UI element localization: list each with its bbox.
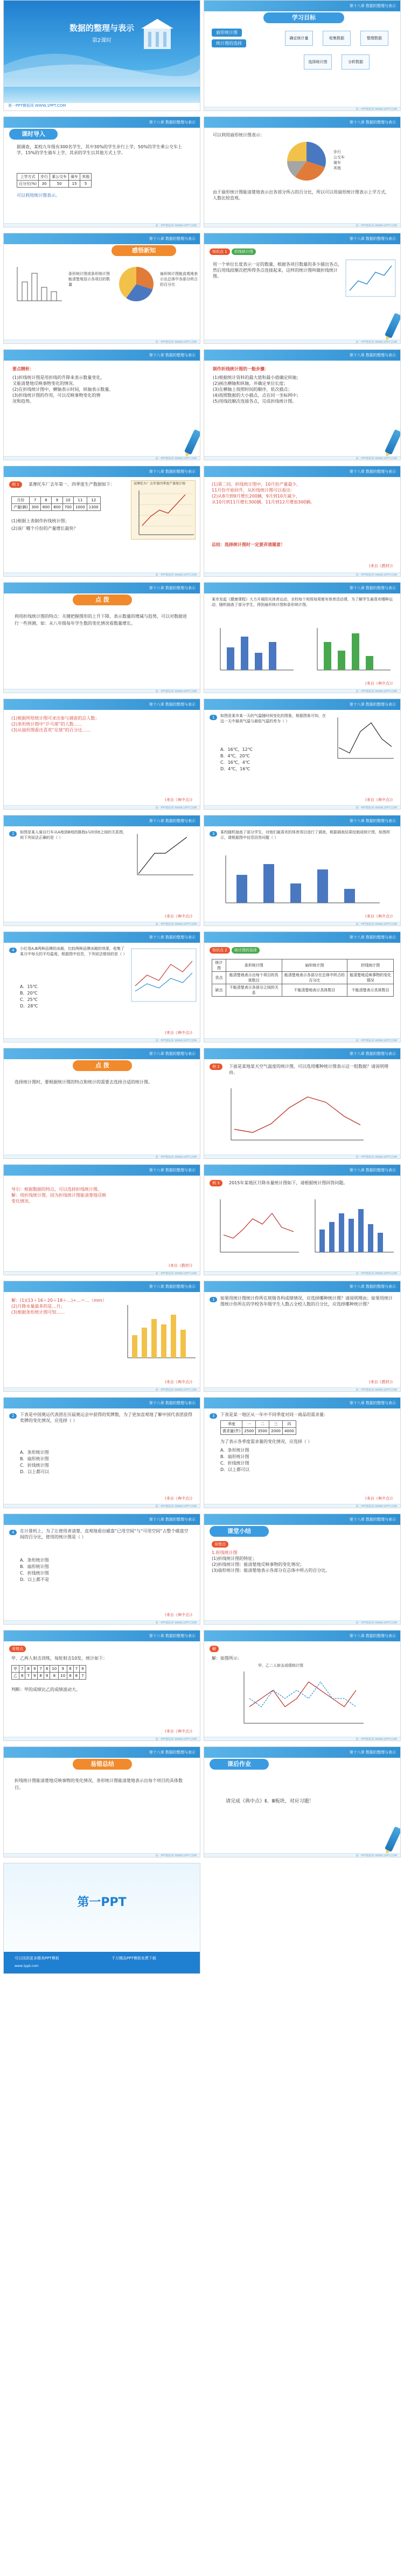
practice-number: 2 bbox=[9, 831, 17, 837]
slide-exercise-bars[interactable]: 第十八章 数据的整理与表示 某市发起《健康课程》大力开展阳光体育运动，全校每个班级每周都有体育活动课，为了解学生最喜欢哪种运动，随机抽查了部分学生，得到扇形统计图和条形统计图。 (来自《典中点》) 第一PPT模板网 WWW.1PPT.COM bbox=[204, 582, 401, 693]
practice-options[interactable]: A．条形统计图 B．扇形统计图 C．折线统计图 D．以上都可以 bbox=[220, 1448, 250, 1472]
row-13 bbox=[0, 1397, 404, 1508]
source-note: (来自《教材》) bbox=[369, 564, 393, 568]
example-q2: (2)该厂哪个月份的产量增长最快？ bbox=[11, 526, 78, 531]
source-note: (来自《教材》) bbox=[369, 1380, 393, 1384]
slide-header: 第十八章 数据的整理与表示 bbox=[4, 117, 200, 128]
intro-table: 上学方式 步行 乘公交车 骑车 其他 百分比(%) 30 50 15 5 bbox=[17, 173, 92, 188]
solution-chart-title: 甲、乙二人射击成绩统计图 bbox=[258, 1663, 303, 1668]
intro-paragraph: 据调查，某校九年级有300名学生，其中30%的学生步行上学，50%的学生乘公交车上学，15%的学生骑车上学，其余的学生以其他方式上学。 bbox=[17, 144, 182, 155]
solution-lines: 导引：根据数据的特点，可以选择折线统计图。 解：用折线统计图，因为折线统计图能清楚地反映 变化情况。 bbox=[11, 1187, 106, 1204]
flow-step-1: 确定统计量 bbox=[285, 31, 313, 46]
row-9 bbox=[0, 931, 404, 1042]
insight-banner: 感悟新知 bbox=[112, 245, 176, 256]
practice-options[interactable]: A．条形统计图 B．扇形统计图 C．折线统计图 D．以上都不是 bbox=[20, 1558, 50, 1582]
source-note: (来自《典中点》) bbox=[165, 914, 192, 918]
practice-question: 在计算机上，为了让使用者清楚、直观地看出磁盘“已用空间”与“可用空间”占整个磁盘空间的百分比，使用的统计图是（ ） bbox=[20, 1529, 189, 1539]
source-note: (来自《典中点》) bbox=[165, 1496, 192, 1501]
slide-tip-2[interactable]: 第十八章 数据的整理与表示 点 拨 选择统计图时，要根据统计图的特点和统计的需要去选择合适的统计图。 第一PPT模板网 WWW.1PPT.COM bbox=[3, 1048, 200, 1159]
slide-practice-1[interactable]: 第十八章 数据的整理与表示 1 如图是某市某一天的气温随时间变化的图象，根据图象可知，在这一天中最高气温与最低气温的差为（ ） A．16℃，12℃ B．4℃，20℃ C．16℃，4℃ D．4℃，16℃ (来自《典中点》) 第一PPT模板网 WWW.1PPT.COM bbox=[204, 699, 401, 810]
chart-comparison-table: 统计图 条形统计图 扇形统计图 折线统计图 优点 能清楚地表示出每个项目的具体数目 能清楚地表示各部分在总体中所占的百分比 能清楚地反映事物的变化情况 缺点 不能清楚表示各部分之间的关系 不能清楚地表示具体数目 不能清楚表示具体数目 bbox=[212, 959, 394, 997]
slide-example-2[interactable]: 第十八章 数据的整理与表示 例 2 下面是某地某天空气温度的统计图，可以选用哪种统计图表示这一组数据？请说明理由。 第一PPT模板网 WWW.1PPT.COM bbox=[204, 1048, 401, 1159]
end-brand[interactable]: www.1ppt.com bbox=[15, 1964, 39, 1968]
key-points-title: 要点精析： bbox=[12, 367, 34, 371]
tip-text: 利用折线统计图的特点：关键把握图形的上升下降，表示数量的增减与趋势，可以对数据进行一些预测，如：从八年级每年学生数的变化情况看数量增长。 bbox=[15, 614, 187, 626]
flow-step-3: 整理数据 bbox=[360, 31, 388, 46]
slide-practice-8[interactable]: 第十八章 数据的整理与表示 4 在计算机上，为了让使用者清楚、直观地看出磁盘“已用空间”与“可用空间”占整个磁盘空间的百分比，使用的统计图是（ ） A．条形统计图 B．扇形统计图 C．折线统计图 D．以上都不是 (来自《典中点》) 第一PPT模板网 WWW.1PPT.COM bbox=[3, 1514, 200, 1625]
shooting-line-chart bbox=[236, 1669, 366, 1729]
slide-key-points[interactable]: 第十八章 数据的整理与表示 要点精析： (1)折线统计图是用折线的升降来表示数量变化， 又能清楚地反映事物变化的情况。 (2)在折线统计图中，横轴表示时间，纵轴表示数量。 (3)折线统计图的作用，可以反映事物变化的情 况和趋势。 第一PPT模板网 WWW.1PPT.COM bbox=[3, 349, 200, 460]
slide-objectives[interactable] bbox=[204, 0, 401, 111]
knowledge-def: 用一个单位长度表示一定的数量，根据各项目数量的多少描出各点，然后用线段顺次把所得各点连接起来，这样的统计图叫做折线统计图。 bbox=[213, 262, 342, 279]
row-10 bbox=[0, 1048, 404, 1159]
slide-example-1[interactable]: 第十八章 数据的整理与表示 例 1 某摩托车厂去年第一、四季度生产数据如下： 月份 7 8 9 10 11 12 产量(辆) 300 600 800 700 1000 1300 (1)根据上表制作折线统计图； (2)该厂哪个月份的产量增长最快？ 某摩托车厂去年第四季度产量统计图 第一PPT模板网 WWW.1PPT.COM bbox=[3, 466, 200, 577]
tip-banner: 点 拨 bbox=[73, 595, 132, 605]
example-table: 月份 7 8 9 10 11 12 产量(辆) 300 600 800 700 1000 1300 bbox=[11, 496, 101, 511]
slide-compare[interactable]: 第十八章 数据的整理与表示 感悟新知 条形统计图或条形统计图能清楚地显示各项目的数量 扇形统计图能直观地表示出总体中各部分所占的百分比 第一PPT模板网 WWW.1PPT.COM bbox=[3, 233, 200, 344]
practice-number: 2 bbox=[9, 1413, 17, 1419]
slide-knowledge-2[interactable]: 第十八章 数据的整理与表示 知识点 2 统计图的选择 统计图 条形统计图 扇形统计图 折线统计图 优点 能清楚地表示出每个项目的具体数目 能清楚地表示各部分在总体中所占的百分比 能清楚地反映事物的变化情况 缺点 不能清楚表示各部分之间的关系 不能清楚地表示具体数目 不能清楚表示具体数目 第一PPT模板网 WWW.1PPT.COM bbox=[204, 931, 401, 1042]
practice-number: 4 bbox=[9, 948, 17, 953]
slide-practice-7[interactable]: 第十八章 数据的整理与表示 3 下表是某一地区从一年中不同季度对同一商品的需求量： 季度 一 二 三 四 需求量(件) 2500 3500 2000 4000 为了表示各季度需求量的变化情况，应选择（ ） A．条形统计图 B．扇形统计图 C．折线统计图 D．以上都可以 (来自《典中点》) 第一PPT模板网 WWW.1PPT.COM bbox=[204, 1397, 401, 1508]
pitfall-question: 判断：甲的成绩比乙的成绩波动大。 bbox=[11, 1687, 80, 1692]
row-14 bbox=[0, 1514, 404, 1625]
practice-number: 4 bbox=[9, 1530, 17, 1535]
practice-options[interactable]: A．15℃ B．20℃ C．25℃ D．28℃ bbox=[20, 984, 38, 1009]
steps-list: (1)根据统计资料的最大值和最小值确定纵轴； (2)画出横轴和纵轴，并确定单位长度； (3)在横轴上按照时间的顺序，依次描点； (4)按照数据的大小描点，点在同一坐标网中； (5)用线段顺次连接各点，完成折线统计图。 bbox=[213, 375, 301, 404]
row-4 bbox=[0, 349, 404, 460]
slide-summary[interactable]: 第十八章 数据的整理与表示 课堂小结 易错点 1.折线统计图 (1)折线统计图的特征； (2)折线统计图：能清楚地反映事物的变化情况； (3)扇形统计图：能清楚地表示各部分在总体中所占的百分比。 第一PPT模板网 WWW.1PPT.COM bbox=[204, 1514, 401, 1625]
practice-line-chart bbox=[133, 832, 196, 880]
exercise-bar-chart-2 bbox=[312, 626, 393, 674]
practice-question: 某校随机抽查了部分学生，对他们最喜欢的体育项目进行了调查，根据调查结果绘制成统计图，如图所示，请根据图中信息回答问题（ ） bbox=[220, 830, 390, 840]
source-note: (来自《典中点》) bbox=[165, 1729, 192, 1734]
practice-question: 下表是中国奥运代表团在历届奥运会中获得的奖牌数，为了更加直观地了解中国代表团获得奖牌的变化情况，应选择（ ） bbox=[20, 1412, 192, 1423]
cover-subtitle: 第2课时 bbox=[92, 38, 112, 44]
source-note: (来自《典中点》) bbox=[365, 1496, 393, 1501]
exercise-solution: (1)根据所给统计图可求出参与调查的总人数； (2)条形统计图中“乒乓球”的人数…… (3)从扇形图看出喜欢“足球”的百分比…… bbox=[11, 716, 100, 733]
slide-footer: 第一PPT模板网 WWW.1PPT.COM bbox=[204, 107, 400, 111]
practice-question: 如图是某人骑自行车从A地到B地的路程s与时间t之间的关系图，则下列说法正确的是（ ） bbox=[20, 830, 127, 840]
practice-question: 如果用统计图统计你所在班级各科成绩情况，应选择哪种统计图？请说明理由；如果用统计图统计你所在的学校各年级学生人数占全校人数的百分比，应选择哪种统计图？ bbox=[220, 1296, 393, 1307]
pen-icon bbox=[385, 1826, 401, 1852]
flow-step-2: 收集数据 bbox=[323, 31, 351, 46]
practice-bars bbox=[220, 853, 382, 907]
slide-homework[interactable]: 第十八章 数据的整理与表示 课后作业 请完成《典中点》Ⅱ、Ⅲ板块，对应习题！ 第一PPT模板网 WWW.1PPT.COM bbox=[204, 1746, 401, 1857]
steps-title: 制作折线统计图的一般步骤： bbox=[213, 367, 269, 371]
summary-lines: 1.折线统计图 (1)折线统计图的特征； (2)折线统计图：能清楚地反映事物的变化情况； (3)扇形统计图：能清楚地表示各部分在总体中所占的百分比。 bbox=[212, 1550, 330, 1573]
source-note: (来自《典中点》) bbox=[165, 1031, 192, 1035]
practice-subquestion: 为了表示各季度需求量的变化情况，应选择（ ） bbox=[220, 1439, 312, 1444]
source-note: (来自《典中点》) bbox=[165, 798, 192, 802]
practice-line-chart bbox=[333, 715, 396, 764]
slide-practice-4[interactable]: 第十八章 数据的整理与表示 4 小红用A,B两种品牌的冰箱，比较两种品牌冰箱的效果，收集了某月中每天的平均温度，根据图中信息，下列说法错误的是（ ） A．15℃ B．20℃ C．25℃ D．28℃ (来自《典中点》) 第一PPT模板网 WWW.1PPT.COM bbox=[3, 931, 200, 1042]
slide-steps[interactable]: 第十八章 数据的整理与表示 制作折线统计图的一般步骤： (1)根据统计资料的最大值和最小值确定纵轴； (2)画出横轴和纵轴，并确定单位长度； (3)在横轴上按照时间的顺序，依次描点； (4)按照数据的大小描点，点在同一坐标网中； (5)用线段顺次连接各点，完成折线统计图。 第一PPT模板网 WWW.1PPT.COM bbox=[204, 349, 401, 460]
flow-step-4: 选择统计图 bbox=[304, 54, 332, 70]
flow-step-5: 分析数据 bbox=[342, 54, 370, 70]
objective-1[interactable]: 扇形统计图 bbox=[212, 29, 242, 37]
cover-building-icon bbox=[133, 17, 182, 54]
pen-icon bbox=[184, 429, 200, 455]
practice-number: 1 bbox=[210, 1297, 217, 1302]
tip-text: 选择统计图时，要根据统计图的特点和统计的需要去选择合适的统计图。 bbox=[15, 1080, 152, 1085]
example-q1: (1)根据上表制作折线统计图； bbox=[11, 519, 69, 523]
bar-caption: 条形统计图或条形统计图能清楚地显示各项目的数量 bbox=[68, 272, 110, 287]
example-tag: 例 2 bbox=[210, 1063, 222, 1070]
pie-caption: 扇形统计图能直观地表示出总体中各部分所占的百分比 bbox=[160, 272, 198, 287]
row-1 bbox=[0, 0, 404, 111]
exercise-bar-chart bbox=[215, 626, 296, 674]
slide-exercise-solution[interactable]: 第十八章 数据的整理与表示 (1)根据所给统计图可求出参与调查的总人数； (2)条形统计图中“乒乓球”的人数…… (3)从扇形图看出喜欢“足球”的百分比…… (来自《典中点》) 第一PPT模板网 WWW.1PPT.COM bbox=[3, 699, 200, 810]
knowledge-tag-label: 统计图的选择 bbox=[232, 947, 260, 954]
solution-lines: (1)第二问、折线统计图中，10月份产量最少， 11月份开始回升，从折线统计图可以看出： (2)从8月到9月增长200辆，9月到10月减少， 从10月到11月增长300辆，11月到12月增加300辆。 bbox=[212, 482, 315, 505]
practice-options[interactable]: A．条形统计图 B．扇形统计图 C．折线统计图 D．以上都可以 bbox=[20, 1450, 50, 1474]
slide-example-1-solution[interactable]: 第十八章 数据的整理与表示 (1)第二问、折线统计图中，10月份产量最少， 11月份开始回升，从折线统计图可以看出： (2)从8月到9月增长200辆，9月到10月减少， 从10月到11月增长300辆，11月到12月增加300辆。 总结：选择统计图时一定要弄清题意！ (来自《教材》) 第一PPT模板网 WWW.1PPT.COM bbox=[204, 466, 401, 577]
objectives-banner: 学习目标 bbox=[263, 12, 344, 23]
row-6 bbox=[0, 582, 404, 693]
pie-chart bbox=[285, 140, 328, 183]
pitfall-summary-banner: 易错总结 bbox=[73, 1759, 132, 1770]
practice-number: 3 bbox=[210, 831, 217, 837]
pitfall-tag: 易错点 bbox=[9, 1646, 26, 1652]
example-text: 某摩托车厂去年第一、四季度生产数据如下： bbox=[29, 482, 115, 487]
line-sketch bbox=[345, 259, 396, 297]
row-16 bbox=[0, 1746, 404, 1857]
solution-summary: 总结：选择统计图时一定要弄清题意！ bbox=[212, 542, 285, 547]
end-col-1: 可以找到更多精美PPT模板 bbox=[15, 1956, 59, 1960]
demand-table: 季度 一 二 三 四 需求量(件) 2500 3500 2000 4000 bbox=[220, 1420, 296, 1435]
slide-pitfall-solution[interactable]: 第十八章 数据的整理与表示 解 解：如图所示： 甲、乙二人射击成绩统计图 第一PPT模板网 WWW.1PPT.COM bbox=[204, 1630, 401, 1741]
solution-tag: 解 bbox=[210, 1646, 219, 1652]
practice-double-line bbox=[131, 948, 197, 1002]
row-11 bbox=[0, 1164, 404, 1275]
summary-banner: 课堂小结 bbox=[210, 1526, 269, 1537]
source-note: (来自《典中点》) bbox=[165, 1380, 192, 1384]
intro-banner: 课时导入 bbox=[9, 129, 58, 140]
slide-practice-6[interactable]: 第十八章 数据的整理与表示 2 下表是中国奥运代表团在历届奥运会中获得的奖牌数，为了更加直观地了解中国代表团获得奖牌的变化情况，应选择（ ） A．条形统计图 B．扇形统计图 C．折线统计图 D．以上都可以 (来自《典中点》) 第一PPT模板网 WWW.1PPT.COM bbox=[3, 1397, 200, 1508]
end-logo: 第一PPT bbox=[77, 1896, 127, 1909]
summary-tag: 易错点 bbox=[212, 1541, 228, 1548]
pitfall-text: 甲、乙两人射击训练，每轮射击10发，统计如下： bbox=[11, 1656, 108, 1661]
solution-bar-chart bbox=[122, 1303, 198, 1362]
slide-practice-5[interactable]: 第十八章 数据的整理与表示 1 如果用统计图统计你所在班级各科成绩情况，应选择哪种统计图？请说明理由；如果用统计图统计你所在的学校各年级学生人数占全校人数的百分比，应选择哪种统计图？ (来自《教材》) 第一PPT模板网 WWW.1PPT.COM bbox=[204, 1281, 401, 1392]
row-5 bbox=[0, 466, 404, 577]
slide-practice-3[interactable]: 第十八章 数据的整理与表示 3 某校随机抽查了部分学生，对他们最喜欢的体育项目进行了调查，根据调查结果绘制成统计图，如图所示，请根据图中信息回答问题（ ） (来自《典中点》) 第一PPT模板网 WWW.1PPT.COM bbox=[204, 815, 401, 926]
slide-practice-2[interactable]: 第十八章 数据的整理与表示 2 如图是某人骑自行车从A地到B地的路程s与时间t之间的关系图，则下列说法正确的是（ ） (来自《典中点》) 第一PPT模板网 WWW.1PPT.COM bbox=[3, 815, 200, 926]
row-12 bbox=[0, 1281, 404, 1392]
slide-cover[interactable] bbox=[3, 0, 200, 111]
slide-example-3[interactable]: 第十八章 数据的整理与表示 例 3 2015年某地区月降水量统计图如下，请根据统计图回答问题。 第一PPT模板网 WWW.1PPT.COM bbox=[204, 1164, 401, 1275]
example-tag: 例 1 bbox=[9, 481, 22, 488]
example-text: 下面是某地某天空气温度的统计图，可以选用哪种统计图表示这一组数据？请说明理由。 bbox=[229, 1064, 388, 1075]
example-line-chart bbox=[215, 1197, 301, 1256]
bar-sketch bbox=[15, 266, 63, 303]
example-temperature-chart bbox=[226, 1086, 366, 1145]
row-8 bbox=[0, 815, 404, 926]
practice-question: 小红用A,B两种品牌的冰箱，比较两种品牌冰箱的效果，收集了某月中每天的平均温度，根据图中信息，下列说法错误的是（ ） bbox=[20, 947, 127, 956]
objective-2[interactable]: 统计图的选择 bbox=[212, 39, 246, 47]
practice-question: 下表是某一地区从一年中不同季度对同一商品的需求量： bbox=[220, 1412, 328, 1417]
source-note: (来自《教材》) bbox=[169, 1263, 192, 1268]
row-17 bbox=[0, 1863, 404, 1974]
example-tag: 例 3 bbox=[210, 1180, 222, 1186]
slide-pitfall-summary[interactable]: 第十八章 数据的整理与表示 易错总结 折线统计图能清楚地反映事物的变化情况，条形统计图能清楚地表示出每个项目的具体数目。 第一PPT模板网 WWW.1PPT.COM bbox=[3, 1746, 200, 1857]
practice-number: 1 bbox=[210, 715, 217, 720]
pie-legend: 步行 公交车 骑车 其他 bbox=[333, 150, 345, 170]
pitfall-summary-text: 折线统计图能清楚地反映事物的变化情况，条形统计图能清楚地表示出每个项目的具体数目。 bbox=[15, 1778, 183, 1790]
pen-icon bbox=[385, 313, 401, 339]
practice-options[interactable]: A．16℃，12℃ B．4℃，20℃ C．16℃，4℃ D．4℃，16℃ bbox=[220, 747, 253, 771]
source-note: (来自《典中点》) bbox=[365, 681, 393, 686]
slide-end[interactable] bbox=[3, 1863, 200, 1974]
slide-example-3-solution[interactable]: 第十八章 数据的整理与表示 解：(1)(13＋16＋20＋18＋…)÷…＝…（mm） (2)月降水量最多的是…月； (3)根据条形统计图可知…… (来自《典中点》) 第一PPT模板网 WWW.1PPT.COM bbox=[3, 1281, 200, 1392]
intro-hint: 可以利用统计图表示。 bbox=[17, 193, 60, 198]
example-bar-chart bbox=[310, 1197, 396, 1256]
example-chart: 某摩托车厂去年第四季度产量统计图 bbox=[131, 480, 196, 540]
knowledge-tag-label: 折线统计图 bbox=[232, 248, 256, 255]
pie-sketch bbox=[117, 265, 156, 303]
practice-question: 如图是某市某一天的气温随时间变化的图象，根据图象可知，在这一天中最高气温与最低气温的差为（ ） bbox=[220, 714, 326, 723]
practice-number: 3 bbox=[210, 1413, 217, 1419]
key-points-list: (1)折线统计图是用折线的升降来表示数量变化， 又能清楚地反映事物变化的情况。 (2)在折线统计图中，横轴表示时间，纵轴表示数量。 (3)折线统计图的作用，可以反映事物变化的情 况和趋势。 bbox=[12, 375, 114, 404]
cover-brand: 第一PPT模板网 WWW.1PPT.COM bbox=[8, 103, 66, 108]
solution-lines: 解：(1)(13＋16＋20＋18＋…)÷…＝…（mm） (2)月降水量最多的是…月； (3)根据条形统计图可知…… bbox=[11, 1298, 107, 1315]
solution-text: 解：如图所示： bbox=[212, 1656, 242, 1661]
slide-pie-intro[interactable]: 第十八章 数据的整理与表示 可以利用扇形统计图表示： 步行 公交车 骑车 其他 由于扇形统计图能清楚地表示出各部分所占的百分比，所以可以用扇形统计图表示上学方式，人数比较直观。 第一PPT模板网 WWW.1PPT.COM bbox=[204, 116, 401, 227]
pie-intro-paragraph: 由于扇形统计图能清楚地表示出各部分所占的百分比，所以可以用扇形统计图表示上学方式，人数比较直观。 bbox=[213, 190, 389, 201]
source-note: (来自《典中点》) bbox=[165, 1613, 192, 1617]
shooting-table: 甲 7 8 9 7 8 10 9 8 7 9 乙 8 7 9 8 9 8 10 8 8 7 bbox=[11, 1665, 86, 1680]
row-2 bbox=[0, 116, 404, 227]
pie-intro-title: 可以利用扇形统计图表示： bbox=[213, 133, 264, 137]
slide-tip-1[interactable]: 第十八章 数据的整理与表示 点 拨 利用折线统计图的特点：关键把握图形的上升下降，表示数量的增减与趋势，可以对数据进行一些预测，如：从八年级每年学生数的变化情况看数量增长。 第一PPT模板网 WWW.1PPT.COM bbox=[3, 582, 200, 693]
knowledge-tag: 知识点 1 bbox=[210, 248, 230, 255]
knowledge-tag: 知识点 2 bbox=[210, 947, 230, 954]
slide-intro[interactable]: 第十八章 数据的整理与表示 课时导入 据调查，某校九年级有300名学生，其中30%的学生步行上学，50%的学生乘公交车上学，15%的学生骑车上学，其余的学生以其他方式上学。 上学方式 步行 乘公交车 骑车 其他 百分比(%) 30 50 15 5 可以利用统计图表示。 第一PPT模板网 WWW.1PPT.COM bbox=[3, 116, 200, 227]
end-col-2: 千万精品PPT模板免费下载 bbox=[112, 1956, 156, 1960]
example-text: 2015年某地区月降水量统计图如下，请根据统计图回答问题。 bbox=[229, 1180, 348, 1185]
slide-header: 第十八章 数据的整理与表示 bbox=[204, 1, 400, 11]
homework-text: 请完成《典中点》Ⅱ、Ⅲ板块，对应习题！ bbox=[226, 1799, 314, 1804]
exercise-text: 某市发起《健康课程》大力开展阳光体育运动，全校每个班级每周都有体育活动课，为了解学生最喜欢哪种运动，随机抽查了部分学生，得到扇形统计图和条形统计图。 bbox=[212, 597, 393, 607]
homework-banner: 课后作业 bbox=[210, 1759, 269, 1770]
cover-title: 数据的整理与表示 bbox=[69, 23, 134, 33]
slide-example-2-solution[interactable]: 第十八章 数据的整理与表示 导引：根据数据的特点，可以选择折线统计图。 解：用折线统计图，因为折线统计图能清楚地反映 变化情况。 (来自《教材》) 第一PPT模板网 WWW.1PPT.COM bbox=[3, 1164, 200, 1275]
source-note: (来自《典中点》) bbox=[365, 798, 393, 802]
source-note: (来自《典中点》) bbox=[365, 914, 393, 918]
row-15 bbox=[0, 1630, 404, 1741]
slide-pitfall[interactable]: 第十八章 数据的整理与表示 易错点 甲、乙两人射击训练，每轮射击10发，统计如下： 甲 7 8 9 7 8 10 9 8 7 9 乙 8 7 9 8 9 8 10 8 8 7 判断：甲的成绩比乙的成绩波动大。 (来自《典中点》) 第一PPT模板网 WWW.1PPT.COM bbox=[3, 1630, 200, 1741]
row-7 bbox=[0, 699, 404, 810]
slide-knowledge-1[interactable]: 第十八章 数据的整理与表示 知识点 1 折线统计图 用一个单位长度表示一定的数量，根据各项目数量的多少描出各点，然后用线段顺次把所得各点连接起来，这样的统计图叫做折线统计图。 第一PPT模板网 WWW.1PPT.COM bbox=[204, 233, 401, 344]
tip-banner: 点 拨 bbox=[73, 1060, 132, 1071]
row-3 bbox=[0, 233, 404, 344]
pen-icon bbox=[385, 429, 401, 455]
